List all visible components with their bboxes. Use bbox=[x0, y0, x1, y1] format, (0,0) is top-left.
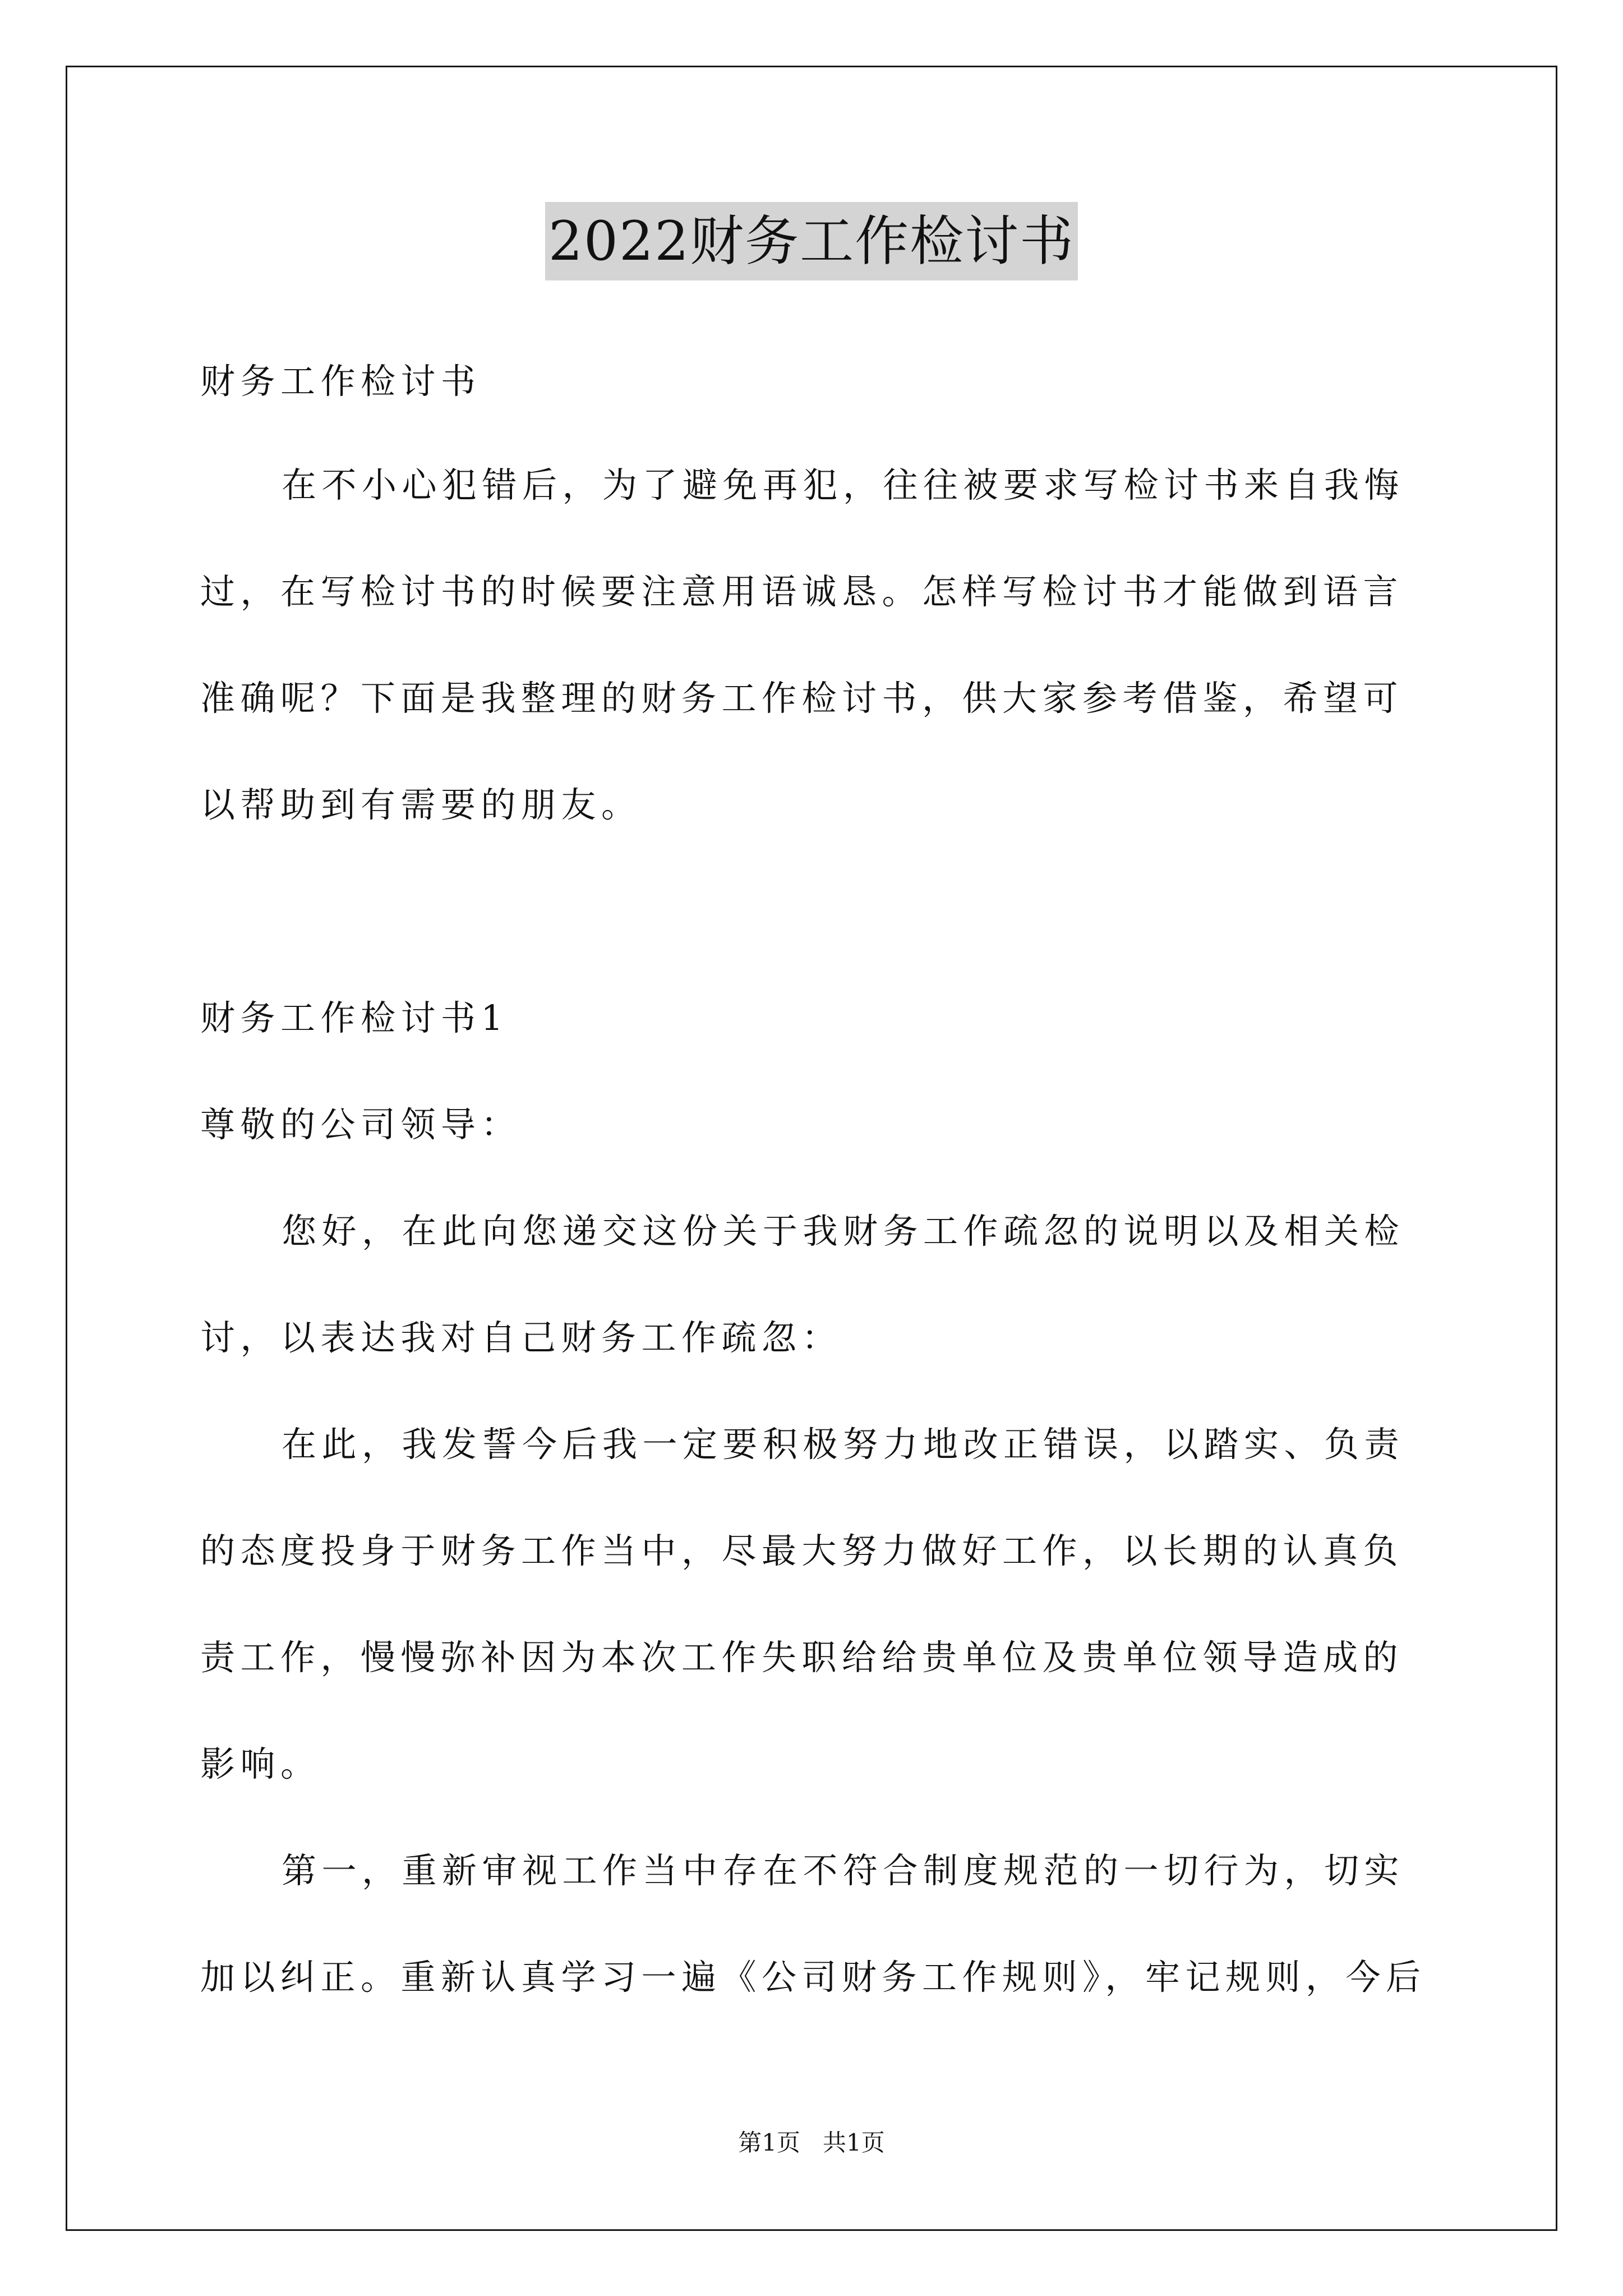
section-heading: 财务工作检讨书1 bbox=[200, 997, 509, 1038]
section-heading: 财务工作检讨书 bbox=[200, 361, 481, 402]
paragraph-line: 准确呢？下面是我整理的财务工作检讨书，供大家参考借鉴，希望可 bbox=[200, 678, 1404, 719]
paragraph-line: 影响。 bbox=[200, 1743, 321, 1784]
paragraph-line: 讨，以表达我对自己财务工作疏忽： bbox=[200, 1317, 842, 1358]
title-container bbox=[0, 202, 1623, 280]
paragraph-line: 过，在写检讨书的时候要注意用语诚恳。怎样写检讨书才能做到语言 bbox=[200, 571, 1404, 612]
document-title: 2022财务工作检讨书 bbox=[545, 202, 1078, 280]
paragraph-line: 在此，我发誓今后我一定要积极努力地改正错误，以踏实、负责 bbox=[282, 1424, 1405, 1465]
paragraph-line: 第一，重新审视工作当中存在不符合制度规范的一切行为，切实 bbox=[282, 1850, 1405, 1891]
paragraph-line: 的态度投身于财务工作当中，尽最大努力做好工作，以长期的认真负 bbox=[200, 1530, 1404, 1571]
paragraph-line: 加以纠正。重新认真学习一遍《公司财务工作规则》，牢记规则，今后 bbox=[200, 1957, 1426, 1998]
paragraph-line: 责工作，慢慢弥补因为本次工作失职给给贵单位及贵单位领导造成的 bbox=[200, 1637, 1404, 1678]
paragraph-line: 您好，在此向您递交这份关于我财务工作疏忽的说明以及相关检 bbox=[282, 1211, 1405, 1251]
paragraph-line: 在不小心犯错后，为了避免再犯，往往被要求写检讨书来自我悔 bbox=[282, 464, 1405, 505]
paragraph-line: 以帮助到有需要的朋友。 bbox=[200, 784, 642, 825]
salutation: 尊敬的公司领导： bbox=[200, 1104, 522, 1145]
page-number: 第1页 共1页 bbox=[738, 2129, 885, 2156]
